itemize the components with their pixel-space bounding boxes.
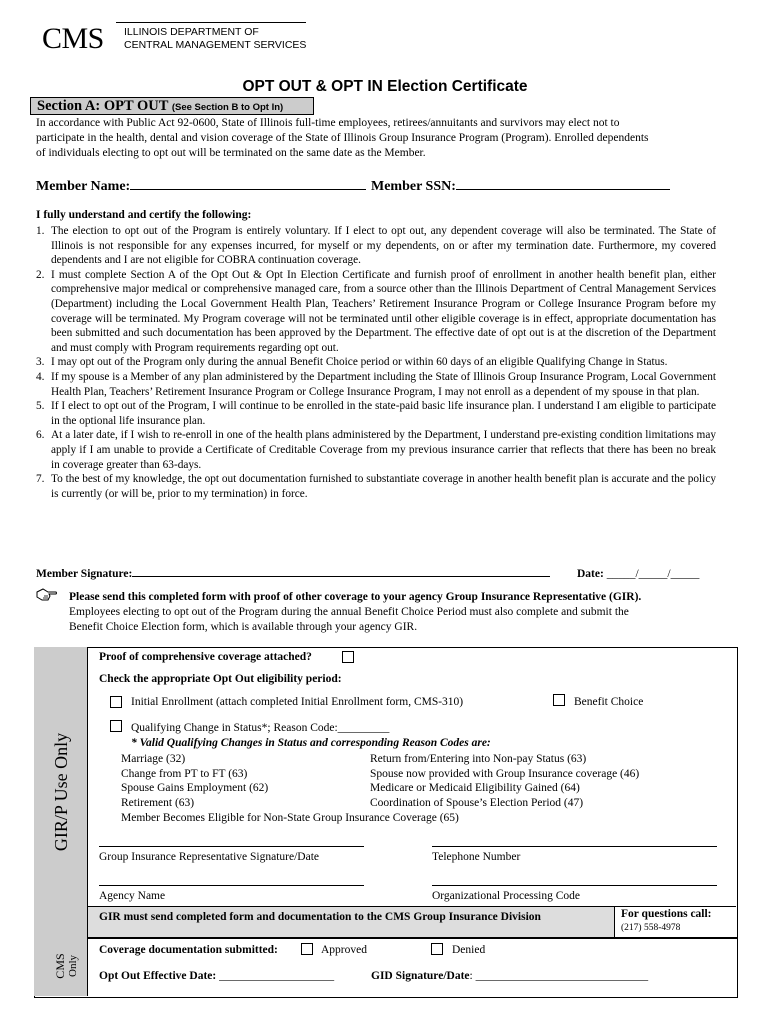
pointing-hand-icon bbox=[36, 587, 58, 608]
initial-enrollment-label: Initial Enrollment (attach completed Initial Enrollment form, CMS-310) bbox=[131, 696, 464, 708]
send-notice-bold: Please send this completed form with proof of other coverage to your agency Group Insurance Representative (GIR). bbox=[69, 591, 642, 603]
qualifying-change-checkbox[interactable] bbox=[110, 720, 122, 732]
form-title: OPT OUT & OPT IN Election Certificate bbox=[242, 78, 528, 95]
list-item: Marriage (32) bbox=[121, 753, 186, 765]
department-name bbox=[124, 26, 306, 52]
telephone-label: Telephone Number bbox=[432, 851, 521, 863]
eligibility-label: Check the appropriate Opt Out eligibility period: bbox=[99, 673, 342, 685]
member-name-label: Member Name: bbox=[36, 179, 131, 194]
section-a-label: Section A: OPT OUT bbox=[37, 98, 169, 114]
gir-side-label: GIR/P Use Only bbox=[51, 732, 71, 852]
intro-line: In accordance with Public Act 92-0600, State of Illinois full-time employees, retirees/annuitants and survivors may elect not to bbox=[36, 117, 620, 129]
gir-must-send: GIR must send completed form and documentation to the CMS Group Insurance Division bbox=[99, 911, 541, 923]
section-a-header bbox=[30, 97, 314, 115]
list-item: 2. I must complete Section A of the Opt Out & Opt In Election Certificate and furnish proof of enrollment in another health benefit plan, either comprehensive major medical or comprehensive managed care, from a source other than the Illinois Department of Central Management Services (Department) including the Local Government Health Plan, Teachers’ Retirement Insurance Program or College Insurance Program before my coverage will be terminated. My Program coverage will not be terminated until other eligible coverage is in effect, appropriate documentation has been submitted and such documentation has been approved by the Department. The effective date of opt out is at the discretion of the Department and must comply with Program requirements regarding opt out. bbox=[36, 268, 716, 354]
codes-right-column bbox=[370, 752, 639, 810]
denied-checkbox[interactable] bbox=[431, 943, 443, 955]
gid-signature-field[interactable]: : ______________________________ bbox=[469, 970, 649, 982]
benefit-choice-checkbox[interactable] bbox=[553, 694, 565, 706]
proof-label: Proof of comprehensive coverage attached? bbox=[99, 651, 312, 663]
intro-line: of individuals electing to opt out will be terminated on the same date as the Member. bbox=[36, 147, 426, 159]
org-code-field[interactable] bbox=[432, 885, 717, 886]
cms-side-label-2: Only bbox=[67, 955, 79, 977]
valid-codes-heading: * Valid Qualifying Changes in Status and corresponding Reason Codes are: bbox=[131, 737, 491, 749]
member-signature-row bbox=[36, 568, 550, 580]
codes-left-column bbox=[121, 752, 268, 810]
agency-name-label: Agency Name bbox=[99, 890, 166, 902]
gir-signature-field[interactable] bbox=[99, 846, 364, 847]
list-item: 6. At a later date, if I wish to re-enroll in one of the health plans administered by the Department, I understand pre-existing condition limitations may apply if I am unable to provide a Certificate of Creditable Coverage from my previous insurance carrier that reflects that there has been no break in coverage greater than 63-days. bbox=[36, 429, 716, 471]
list-item: Return from/Entering into Non-pay Status (63) bbox=[370, 753, 587, 765]
approved-label: Approved bbox=[321, 944, 367, 956]
send-notice-line: Employees electing to opt out of the Program during the annual Benefit Choice Period must also complete and submit the bbox=[69, 606, 629, 618]
certify-heading: I fully understand and certify the following: bbox=[36, 209, 252, 221]
member-ssn-field[interactable] bbox=[456, 189, 670, 190]
cms-side-label-1: CMS bbox=[53, 953, 67, 979]
member-signature-label: Member Signature: bbox=[36, 568, 133, 580]
telephone-field[interactable] bbox=[432, 846, 717, 847]
certification-list bbox=[36, 224, 716, 501]
send-notice-line: Benefit Choice Election form, which is available through your agency GIR. bbox=[69, 621, 418, 633]
date-row bbox=[577, 568, 699, 580]
proof-checkbox[interactable] bbox=[342, 651, 354, 663]
member-ssn-label: Member SSN: bbox=[371, 179, 456, 194]
gid-signature-label: GID Signature/Date bbox=[371, 970, 470, 982]
org-code-label: Organizational Processing Code bbox=[432, 890, 580, 902]
gid-signature-row bbox=[371, 970, 648, 982]
questions-phone: (217) 558-4978 bbox=[621, 923, 681, 933]
effective-date-field[interactable]: ____________________ bbox=[219, 970, 335, 982]
list-item: 3. I may opt out of the Program only during the annual Benefit Choice period or within 60 days of an eligible Qualifying Change in Status. bbox=[36, 356, 668, 369]
questions-label: For questions call: bbox=[621, 908, 712, 920]
intro-paragraph bbox=[36, 116, 736, 161]
list-item: Spouse Gains Employment (62) bbox=[121, 782, 269, 794]
section-a-sub: (See Section B to Opt In) bbox=[171, 102, 284, 113]
list-item: Coordination of Spouse’s Election Period (47) bbox=[370, 796, 584, 809]
send-notice bbox=[69, 590, 749, 635]
gir-signature-label: Group Insurance Representative Signature/Date bbox=[99, 851, 320, 863]
effective-date-row bbox=[99, 970, 334, 982]
dept-line-1: ILLINOIS DEPARTMENT OF bbox=[124, 26, 259, 38]
member-name-row bbox=[36, 177, 366, 195]
list-item: Retirement (63) bbox=[121, 796, 195, 809]
dept-line-2: CENTRAL MANAGEMENT SERVICES bbox=[124, 39, 307, 51]
list-item: Spouse now provided with Group Insurance coverage (46) bbox=[370, 767, 640, 780]
list-item: 1. The election to opt out of the Program is entirely voluntary. If I elect to opt out, any dependent coverage will also be terminated. The State of Illinois is not responsible for any expenses incurred, for myself or my dependents, on or after my termination date. Furthermore, my covered dependents and I are not eligible for COBRA continuation coverage. bbox=[36, 225, 716, 267]
coverage-submitted-label: Coverage documentation submitted: bbox=[99, 944, 278, 956]
codes-last: Member Becomes Eligible for Non-State Group Insurance Coverage (65) bbox=[121, 812, 459, 824]
benefit-choice-label: Benefit Choice bbox=[574, 696, 644, 708]
member-name-field[interactable] bbox=[130, 189, 366, 190]
list-item: 4. If my spouse is a Member of any plan administered by the Department including the State of Illinois Group Insurance Program, Local Government Health Plan, Teachers’ Retirement Insurance Program or College Insurance Program, I may not enroll as a dependent of my spouse in that plan. bbox=[36, 370, 716, 398]
approved-checkbox[interactable] bbox=[301, 943, 313, 955]
qualifying-change-label: Qualifying Change in Status*; Reason Code:_________ bbox=[131, 722, 390, 734]
intro-line: participate in the health, dental and vision coverage of the State of Illinois Group Insurance Program (Program). Enrolled dependents bbox=[36, 132, 649, 144]
list-item: Medicare or Medicaid Eligibility Gained (64) bbox=[370, 782, 580, 794]
agency-name-field[interactable] bbox=[99, 885, 364, 886]
initial-enrollment-checkbox[interactable] bbox=[110, 696, 122, 708]
cms-logo: CMS bbox=[42, 22, 104, 55]
denied-label: Denied bbox=[452, 944, 486, 956]
effective-date-label: Opt Out Effective Date: bbox=[99, 970, 217, 982]
date-field[interactable]: _____/_____/_____ bbox=[606, 568, 700, 580]
list-item: Change from PT to FT (63) bbox=[121, 767, 248, 780]
header-divider bbox=[116, 22, 306, 23]
list-item: 7. To the best of my knowledge, the opt out documentation furnished to substantiate coverage in another health benefit plan is accurate and the policy is currently (or will be, prior to my termination) in force. bbox=[36, 473, 716, 500]
list-item: 5. If I elect to opt out of the Program, I will continue to be enrolled in the state-paid basic life insurance plan. I understand I am eligible to participate in the optional life insurance plan. bbox=[36, 400, 716, 427]
date-label: Date: bbox=[577, 568, 604, 580]
member-ssn-row bbox=[371, 177, 670, 195]
member-signature-field[interactable] bbox=[132, 576, 550, 577]
